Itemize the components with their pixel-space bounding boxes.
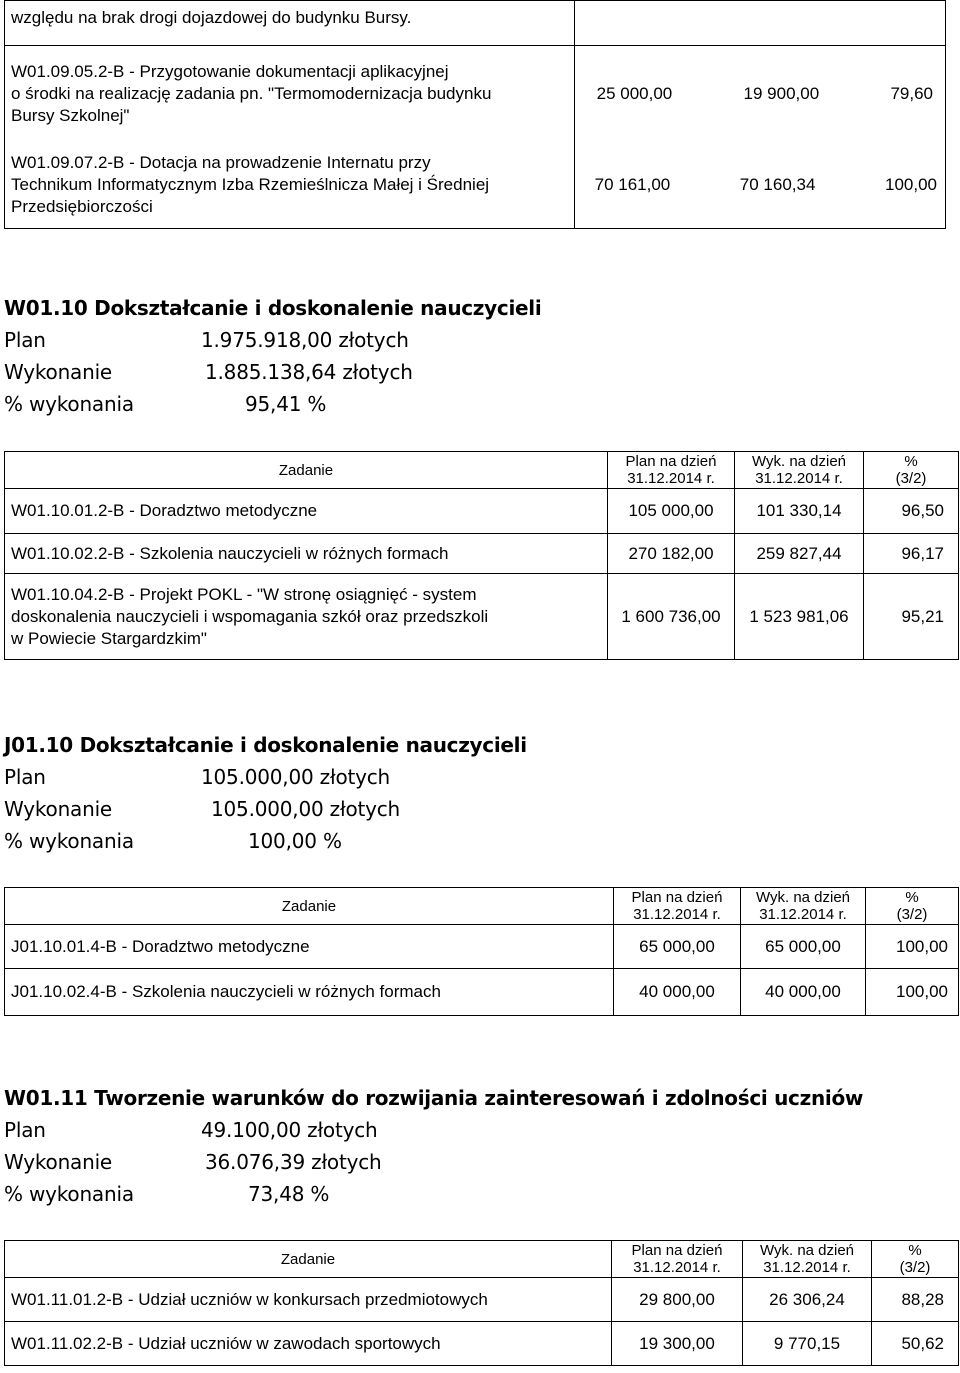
plan-cell: 19 300,00 bbox=[612, 1322, 743, 1366]
header-zadanie bbox=[5, 888, 614, 925]
header-pct bbox=[866, 888, 959, 925]
task-cell: J01.10.02.4-B - Szkolenia nauczycieli w różnych formach bbox=[5, 969, 614, 1016]
wyk-cell: 26 306,24 bbox=[743, 1278, 872, 1322]
header-text: (3/2) bbox=[895, 470, 927, 487]
task-text-line: W01.09.05.2-B - Przygotowanie dokumentacji aplikacyjnej bbox=[11, 62, 449, 82]
header-pct bbox=[872, 1241, 959, 1278]
plan-label: Plan bbox=[4, 765, 46, 789]
plan-cell: 29 800,00 bbox=[612, 1278, 743, 1322]
plan-label: Plan bbox=[4, 1118, 46, 1142]
task-cell: W01.10.02.2-B - Szkolenia nauczycieli w różnych formach bbox=[5, 534, 608, 574]
continuation-table bbox=[4, 0, 946, 229]
plan-label: Plan bbox=[4, 328, 46, 352]
execution-amount: 36.076,39 złotych bbox=[205, 1150, 382, 1174]
pct-cell: 96,17 bbox=[864, 534, 959, 574]
execution-line bbox=[4, 356, 954, 388]
plan-line bbox=[4, 1114, 954, 1146]
plan-cell: 1 600 736,00 bbox=[608, 574, 735, 660]
header-wyk bbox=[741, 888, 866, 925]
table-row bbox=[5, 143, 946, 229]
table-row bbox=[5, 46, 946, 143]
header-text: 31.12.2014 r. bbox=[633, 906, 721, 923]
header-text: % bbox=[904, 453, 918, 470]
execution-label: Wykonanie bbox=[4, 360, 113, 384]
task-text-line: Przedsiębiorczości bbox=[11, 197, 153, 217]
header-plan bbox=[612, 1241, 743, 1278]
section-title: W01.11 Tworzenie warunków do rozwijania zainteresowań i zdolności uczniów bbox=[4, 1086, 864, 1110]
percent-amount: 100,00 % bbox=[248, 829, 342, 853]
section-j01-10 bbox=[4, 729, 954, 857]
execution-amount: 1.885.138,64 złotych bbox=[205, 360, 413, 384]
values-cell bbox=[574, 143, 945, 229]
percent-line bbox=[4, 825, 954, 857]
task-description bbox=[5, 46, 575, 143]
tasks-table-w01-11 bbox=[4, 1240, 959, 1366]
wyk-value: 19 900,00 bbox=[743, 84, 820, 104]
task-text-line: Bursy Szkolnej" bbox=[11, 106, 130, 126]
table-row bbox=[5, 534, 959, 574]
pct-cell: 96,50 bbox=[864, 489, 959, 534]
percent-line bbox=[4, 388, 954, 420]
task-text-line: w Powiecie Stargardzkim" bbox=[11, 628, 207, 648]
header-zadanie bbox=[5, 452, 608, 489]
header-pct bbox=[864, 452, 959, 489]
header-text: Wyk. na dzień bbox=[751, 453, 847, 470]
plan-value: 25 000,00 bbox=[596, 84, 673, 104]
header-text: Plan na dzień bbox=[631, 1242, 723, 1259]
percent-line bbox=[4, 1178, 954, 1210]
wyk-cell: 65 000,00 bbox=[741, 925, 866, 969]
header-text: (3/2) bbox=[899, 1259, 931, 1276]
header-text: 31.12.2014 r. bbox=[627, 470, 715, 487]
header-text: (3/2) bbox=[896, 906, 928, 923]
task-text-line: o środki na realizację zadania pn. "Termomodernizacja budynku bbox=[11, 84, 492, 104]
section-title: W01.10 Dokształcanie i doskonalenie nauczycieli bbox=[4, 296, 542, 320]
header-text: Plan na dzień bbox=[631, 889, 723, 906]
pct-cell: 95,21 bbox=[864, 574, 959, 660]
values-cell bbox=[574, 46, 945, 143]
task-cell: W01.11.01.2-B - Udział uczniów w konkursach przedmiotowych bbox=[5, 1278, 612, 1322]
execution-amount: 105.000,00 złotych bbox=[211, 797, 401, 821]
wyk-cell: 101 330,14 bbox=[735, 489, 864, 534]
section-w01-10 bbox=[4, 292, 954, 420]
plan-cell: 65 000,00 bbox=[614, 925, 741, 969]
header-text: Zadanie bbox=[281, 897, 337, 915]
table-row bbox=[5, 969, 959, 1016]
percent-label: % wykonania bbox=[4, 829, 134, 853]
task-cell bbox=[5, 574, 608, 660]
percent-amount: 73,48 % bbox=[248, 1182, 330, 1206]
pct-value: 100,00 bbox=[884, 175, 937, 195]
wyk-cell: 9 770,15 bbox=[743, 1322, 872, 1366]
section-w01-11 bbox=[4, 1082, 954, 1210]
percent-amount: 95,41 % bbox=[245, 392, 327, 416]
plan-value: 70 161,00 bbox=[594, 175, 671, 195]
plan-amount: 49.100,00 złotych bbox=[201, 1118, 378, 1142]
plan-line bbox=[4, 761, 954, 793]
table-row bbox=[5, 925, 959, 969]
plan-cell: 270 182,00 bbox=[608, 534, 735, 574]
wyk-cell: 1 523 981,06 bbox=[735, 574, 864, 660]
plan-line bbox=[4, 324, 954, 356]
table-header bbox=[5, 1241, 959, 1278]
header-plan bbox=[614, 888, 741, 925]
task-text-line: doskonalenia nauczycieli i wspomagania szkół oraz przedszkoli bbox=[11, 606, 489, 626]
plan-cell: 40 000,00 bbox=[614, 969, 741, 1016]
execution-line bbox=[4, 1146, 954, 1178]
header-text: Wyk. na dzień bbox=[755, 889, 851, 906]
pct-cell: 100,00 bbox=[866, 925, 959, 969]
plan-amount: 1.975.918,00 złotych bbox=[201, 328, 409, 352]
table-row bbox=[5, 574, 959, 660]
table-row bbox=[5, 1322, 959, 1366]
table-header bbox=[5, 452, 959, 489]
pct-value: 79,60 bbox=[890, 84, 933, 104]
task-text-line: Technikum Informatycznym Izba Rzemieślnicza Małej i Średniej bbox=[11, 175, 490, 195]
table-row bbox=[5, 489, 959, 534]
wyk-cell: 40 000,00 bbox=[741, 969, 866, 1016]
header-text: 31.12.2014 r. bbox=[763, 1259, 851, 1276]
task-cell: W01.11.02.2-B - Udział uczniów w zawodach sportowych bbox=[5, 1322, 612, 1366]
header-text: % bbox=[908, 1242, 922, 1259]
header-text: 31.12.2014 r. bbox=[633, 1259, 721, 1276]
plan-cell: 105 000,00 bbox=[608, 489, 735, 534]
plan-amount: 105.000,00 złotych bbox=[201, 765, 391, 789]
table-header bbox=[5, 888, 959, 925]
task-cell: J01.10.01.4-B - Doradztwo metodyczne bbox=[5, 925, 614, 969]
tasks-table-j01-10 bbox=[4, 887, 959, 1016]
tasks-table-w01-10 bbox=[4, 451, 959, 660]
execution-line bbox=[4, 793, 954, 825]
header-text: Zadanie bbox=[278, 461, 334, 479]
task-text: względu na brak drogi dojazdowej do budynku Bursy. bbox=[11, 8, 412, 27]
table-row bbox=[5, 1, 946, 46]
header-wyk bbox=[743, 1241, 872, 1278]
pct-cell: 88,28 bbox=[872, 1278, 959, 1322]
task-cell: W01.10.01.2-B - Doradztwo metodyczne bbox=[5, 489, 608, 534]
header-text: Zadanie bbox=[280, 1250, 336, 1268]
task-text-line: W01.10.04.2-B - Projekt POKL - "W stronę osiągnięć - system bbox=[11, 584, 477, 604]
header-text: Plan na dzień bbox=[625, 453, 717, 470]
percent-label: % wykonania bbox=[4, 1182, 134, 1206]
header-text: 31.12.2014 r. bbox=[759, 906, 847, 923]
execution-label: Wykonanie bbox=[4, 797, 113, 821]
wyk-cell: 259 827,44 bbox=[735, 534, 864, 574]
header-wyk bbox=[735, 452, 864, 489]
task-description bbox=[5, 143, 575, 229]
section-title: J01.10 Dokształcanie i doskonalenie nauczycieli bbox=[4, 733, 527, 757]
task-text-line: W01.09.07.2-B - Dotacja na prowadzenie Internatu przy bbox=[11, 153, 431, 173]
pct-cell: 100,00 bbox=[866, 969, 959, 1016]
wyk-value: 70 160,34 bbox=[739, 175, 816, 195]
header-text: Wyk. na dzień bbox=[759, 1242, 855, 1259]
header-plan bbox=[608, 452, 735, 489]
header-text: % bbox=[905, 889, 919, 906]
percent-label: % wykonania bbox=[4, 392, 134, 416]
table-row bbox=[5, 1278, 959, 1322]
header-text: 31.12.2014 r. bbox=[755, 470, 843, 487]
pct-cell: 50,62 bbox=[872, 1322, 959, 1366]
values-cell bbox=[574, 1, 945, 46]
task-description bbox=[5, 1, 575, 46]
execution-label: Wykonanie bbox=[4, 1150, 113, 1174]
header-zadanie bbox=[5, 1241, 612, 1278]
